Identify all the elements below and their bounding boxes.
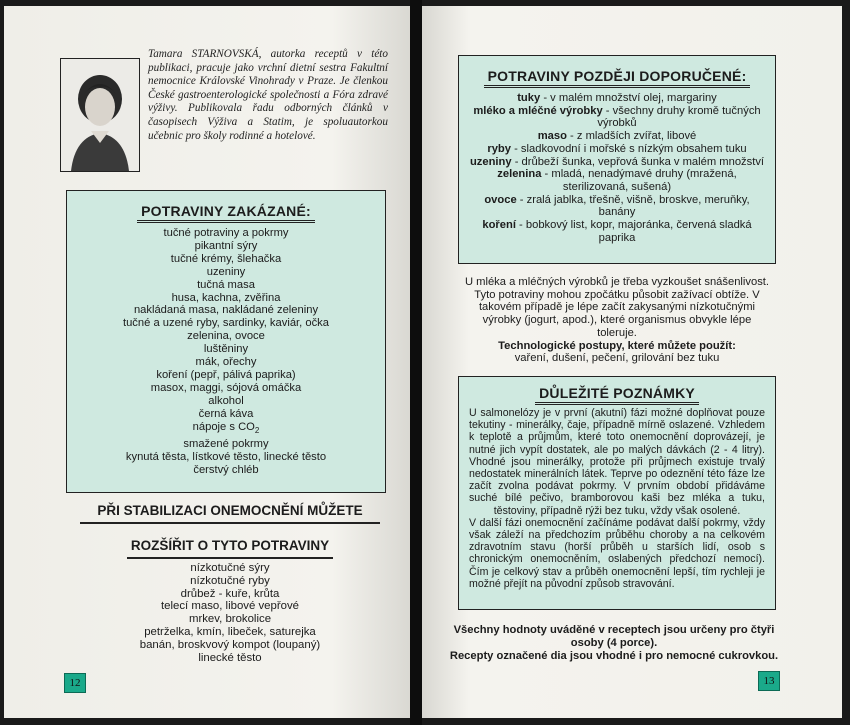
list-item: tučné krémy, šlehačka bbox=[170, 252, 282, 265]
list-item: tučné potraviny a pokrmy bbox=[163, 227, 289, 239]
list-item: čerstvý chléb bbox=[193, 463, 259, 476]
row-term: ryby bbox=[487, 142, 511, 155]
row-desc: - mladá, nenadýmavé druhy (mražená, sterilizovaná, sušená) bbox=[541, 168, 737, 193]
list-item: nízkotučné ryby bbox=[190, 574, 270, 587]
stabilization-heading bbox=[80, 503, 380, 559]
list-item: petrželka, kmín, libeček, saturejka bbox=[144, 625, 316, 638]
notes-paragraph: V další fázi onemocnění začínáme podávat další pokrmy, vždy však záleží na předchozím průběhu choroby a na celkovém zdravotním stavu (horší průběh u starších lidí, osob s chronickým onemocněním, oslabených předchozí nemocí). Čím je celkový stav a průběh onemocnění lepší, tím rychleji je možné přejít na původní způsob stravování. bbox=[469, 516, 765, 590]
forbidden-foods-title: POTRAVINY ZAKÁZANÉ: bbox=[137, 203, 315, 223]
important-notes-title: DŮLEŽITÉ POZNÁMKY bbox=[535, 385, 699, 405]
list-item: alkohol bbox=[208, 394, 244, 407]
allowed-foods-list bbox=[80, 562, 380, 664]
list-item: banán, broskvový kompot (loupaný) bbox=[139, 638, 321, 651]
list-item bbox=[467, 219, 767, 244]
milk-note bbox=[462, 276, 772, 365]
list-item: koření (pepř, pálivá paprika) bbox=[156, 368, 296, 381]
row-desc: - z mladších zvířat, libové bbox=[566, 130, 697, 143]
row-term: zelenina bbox=[497, 168, 542, 181]
list-item: husa, kachna, zvěřina bbox=[171, 291, 281, 304]
author-bio: Tamara STARNOVSKÁ, autorka receptů v této publikaci, pracuje jako vrchní dietní sestra Fakultní nemocnice Královské Vinohrady v Praze. Je členkou České gastroenterologické společnosti a Fóra zdravé výživy. Publikovala řadu odborných článků v časopisech Výživa a Statim, je spoluautorkou učebnic pro školy rodinné a hotelové. bbox=[148, 48, 388, 142]
row-desc: - v malém množství olej, margarinу bbox=[540, 92, 717, 104]
row-desc: - drůbeží šunka, vepřová šunka v malém množství bbox=[511, 155, 765, 168]
footnote-line-1: Všechny hodnoty uváděné v receptech jsou určeny pro čtyři osoby (4 porce). bbox=[453, 624, 775, 649]
list-item bbox=[467, 194, 767, 219]
stabilization-heading-2: ROZŠÍŘIT O TYTO POTRAVINY bbox=[127, 538, 333, 559]
page-number-left: 12 bbox=[64, 673, 86, 693]
notes-paragraph: U salmonelózy je v první (akutní) fázi možné doplňovat pouze tekutiny - minerálky, čaje, případně mírně oslazené. Vzhledem k teplotě a průjmům, které toto onemocnění doprovázejí, je nutné jich vypít dostatek, ale po malých dávkách (2 - 4 litry). Vhodné jsou minerálky, protože při průjmech existuje trvalý nedostatek minerálních látek. Teprve po odeznění této fáze lze začít zvolna podávat pokrmy. V prvním období přidáváme suché bílé pečivo, bramborovou kaši bez mléka a tuku, těstoviny, případně rýži bez tuku, vždy však osolené. bbox=[469, 407, 765, 517]
book-gutter bbox=[410, 0, 422, 725]
list-item: smažené pokrmy bbox=[183, 437, 269, 450]
list-item bbox=[467, 105, 767, 130]
page-number-right: 13 bbox=[758, 671, 780, 691]
milk-note-text: U mléka a mléčných výrobků je třeba vyzkoušet snášenlivost. Tyto potraviny mohou zpočátku působit zažívací obtíže. V takovém případě je lépe začít zakysanými nízkotučnými výrobky (jogurt, apod.), které organismus obvykle lépe toleruje. bbox=[464, 276, 770, 339]
row-term: maso bbox=[537, 130, 567, 143]
stabilization-heading-1: PŘI STABILIZACI ONEMOCNĚNÍ MŮŽETE bbox=[80, 503, 380, 524]
list-item: masox, maggi, sójová omáčka bbox=[150, 381, 302, 394]
list-item bbox=[467, 156, 767, 169]
drinks-co2-text: nápoje s CO bbox=[192, 420, 255, 433]
list-item: tučná masa bbox=[197, 278, 255, 291]
forbidden-foods-box bbox=[66, 190, 386, 493]
list-item: zelenina, ovoce bbox=[187, 330, 265, 343]
tech-text: vaření, dušení, pečení, grilování bez tuku bbox=[514, 352, 720, 365]
list-item: luštěniny bbox=[203, 343, 249, 356]
list-item: nakládaná masa, nakládané zeleniny bbox=[133, 304, 319, 317]
list-item: mák, ořechy bbox=[195, 356, 257, 369]
list-item bbox=[467, 143, 767, 156]
list-item: pikantní sýry bbox=[194, 239, 258, 252]
row-desc: - zralá jablka, třešně, višně, broskve, meruňky, banány bbox=[516, 193, 750, 219]
list-item: černá káva bbox=[198, 407, 254, 420]
list-item bbox=[67, 421, 385, 438]
recipe-footnote bbox=[446, 624, 782, 662]
list-item bbox=[467, 92, 767, 105]
author-photo bbox=[60, 58, 140, 172]
forbidden-foods-list bbox=[67, 227, 385, 476]
row-term: koření bbox=[482, 219, 516, 232]
tech-heading: Technologické postupy, které můžete použít: bbox=[498, 339, 736, 352]
list-item: telecí maso, libové vepřové bbox=[160, 600, 300, 613]
list-item: drůbež - kuře, krůta bbox=[180, 587, 280, 600]
footnote-line-2: Recepty označené dia jsou vhodné i pro nemocné cukrovkou. bbox=[449, 649, 779, 662]
list-item: kynutá těsta, lístkové těsto, linecké těsto bbox=[125, 450, 327, 463]
row-term: tuky bbox=[517, 92, 541, 104]
important-notes-box bbox=[458, 376, 776, 610]
list-item: tučné a uzené ryby, sardinky, kaviár, očka bbox=[122, 317, 330, 330]
row-term: uzeniny bbox=[469, 155, 512, 168]
important-notes-body bbox=[459, 401, 775, 590]
list-item bbox=[467, 130, 767, 143]
list-item: uzeniny bbox=[206, 265, 246, 278]
row-desc: - sladkovodní i mořské s nízkým obsahem tuku bbox=[510, 142, 747, 155]
row-desc: - bobkový list, kopr, majoránka, červená sladká paprika bbox=[515, 219, 752, 244]
later-recommended-list bbox=[459, 92, 775, 244]
list-item: mrkev, brokolice bbox=[188, 613, 272, 626]
list-item: nízkotučné sýry bbox=[190, 562, 270, 574]
later-recommended-title: POTRAVINY POZDĚJI DOPORUČENÉ: bbox=[484, 68, 751, 88]
row-desc: - všechny druhy kromě tučných výrobků bbox=[597, 104, 761, 130]
row-term: mléko a mléčné výrobky bbox=[473, 104, 603, 117]
list-item bbox=[467, 168, 767, 193]
row-term: ovoce bbox=[484, 193, 517, 206]
co2-subscript: 2 bbox=[254, 425, 260, 435]
later-recommended-box bbox=[458, 55, 776, 264]
list-item: linecké těsto bbox=[198, 651, 262, 664]
